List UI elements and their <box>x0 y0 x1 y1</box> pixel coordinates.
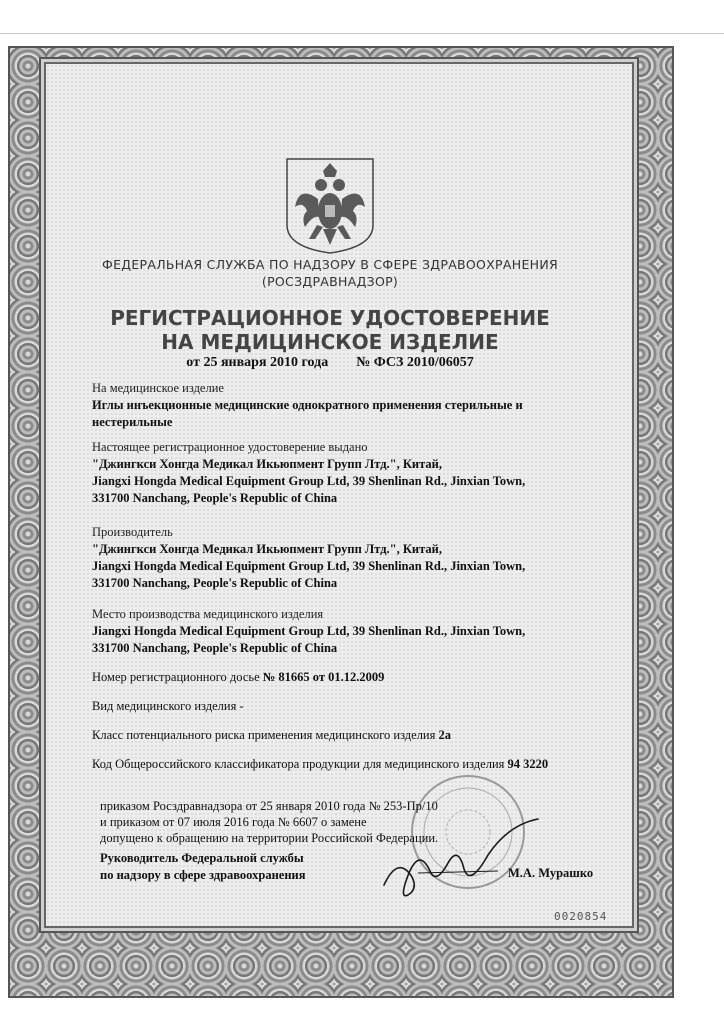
title-line-2: НА МЕДИЦИНСКОЕ ИЗДЕЛИЕ <box>161 330 499 354</box>
serial-number: 0020854 <box>554 910 608 923</box>
signer-name: М.А. Мурашко <box>508 866 594 880</box>
scan-edge-line <box>0 33 724 34</box>
agency-abbr: (РОСЗДРАВНАДЗОР) <box>261 274 399 289</box>
agency-header <box>60 256 600 290</box>
device-value-line-2: нестерильные <box>92 415 173 429</box>
signature-icon <box>378 815 548 905</box>
head-line-2: по надзору в сфере здравоохранения <box>100 868 306 882</box>
issued-to-line-1: "Джингкси Хонгда Медикал Икьюпмент Групп Лтд.", Китай, <box>92 457 442 471</box>
issued-to-label: Настоящее регистрационное удостоверение выдано <box>92 440 368 454</box>
head-of-service <box>100 850 400 884</box>
head-line-1: Руководитель Федеральной службы <box>100 851 304 865</box>
classifier-label: Код Общероссийского классификатора продукции для медицинского изделия <box>92 757 505 771</box>
dossier-row <box>92 669 632 686</box>
production-site-line-2: 331700 Nanchang, People's Republic of China <box>92 641 338 655</box>
order-line-2: и приказом от 07 июля 2016 года № 6607 о замене <box>100 815 367 829</box>
production-site-line-1: Jiangxi Hongda Medical Equipment Group Ltd, 39 Shenlinan Rd., Jinxian Town, <box>92 624 526 638</box>
double-headed-eagle-icon <box>283 155 377 255</box>
manufacturer-line-1: "Джингкси Хонгда Медикал Икьюпмент Групп Лтд.", Китай, <box>92 542 442 556</box>
dossier-value: № 81665 от 01.12.2009 <box>262 670 385 684</box>
issued-to-line-2: Jiangxi Hongda Medical Equipment Group Ltd, 39 Shenlinan Rd., Jinxian Town, <box>92 474 526 488</box>
manufacturer-line-2: Jiangxi Hongda Medical Equipment Group Ltd, 39 Shenlinan Rd., Jinxian Town, <box>92 559 526 573</box>
production-site-label: Место производства медицинского изделия <box>92 607 324 621</box>
risk-class-row <box>92 727 632 744</box>
issued-to-line-3: 331700 Nanchang, People's Republic of China <box>92 491 338 505</box>
classifier-row <box>92 756 632 773</box>
certificate-number: № ФСЗ 2010/06057 <box>356 355 474 370</box>
agency-name: ФЕДЕРАЛЬНАЯ СЛУЖБА ПО НАДЗОРУ В СФЕРЕ ЗДРАВООХРАНЕНИЯ <box>102 257 558 272</box>
device-type-label: Вид медицинского изделия - <box>92 699 244 713</box>
manufacturer-label: Производитель <box>92 525 173 539</box>
device-label: На медицинское изделие <box>92 381 224 395</box>
certificate-date-number <box>60 355 600 371</box>
certificate-date: от 25 января 2010 года <box>186 355 329 370</box>
risk-class-value: 2а <box>438 728 451 742</box>
document-title <box>60 306 600 354</box>
risk-class-label: Класс потенциального риска применения медицинского изделия <box>92 728 436 742</box>
title-line-1: РЕГИСТРАЦИОННОЕ УДОСТОВЕРЕНИЕ <box>110 306 550 330</box>
order-line-3: допущено к обращению на территории Российской Федерации. <box>100 831 439 845</box>
dossier-label: Номер регистрационного досье <box>92 670 260 684</box>
device-value-line-1: Иглы инъекционные медицинские однократного применения стерильные и <box>92 398 523 412</box>
classifier-value: 94 3220 <box>507 757 549 771</box>
certificate-fields <box>92 380 632 773</box>
manufacturer-line-3: 331700 Nanchang, People's Republic of China <box>92 576 338 590</box>
order-line-1: приказом Росздравнадзора от 25 января 2010 года № 253-Пр/10 <box>100 799 438 813</box>
